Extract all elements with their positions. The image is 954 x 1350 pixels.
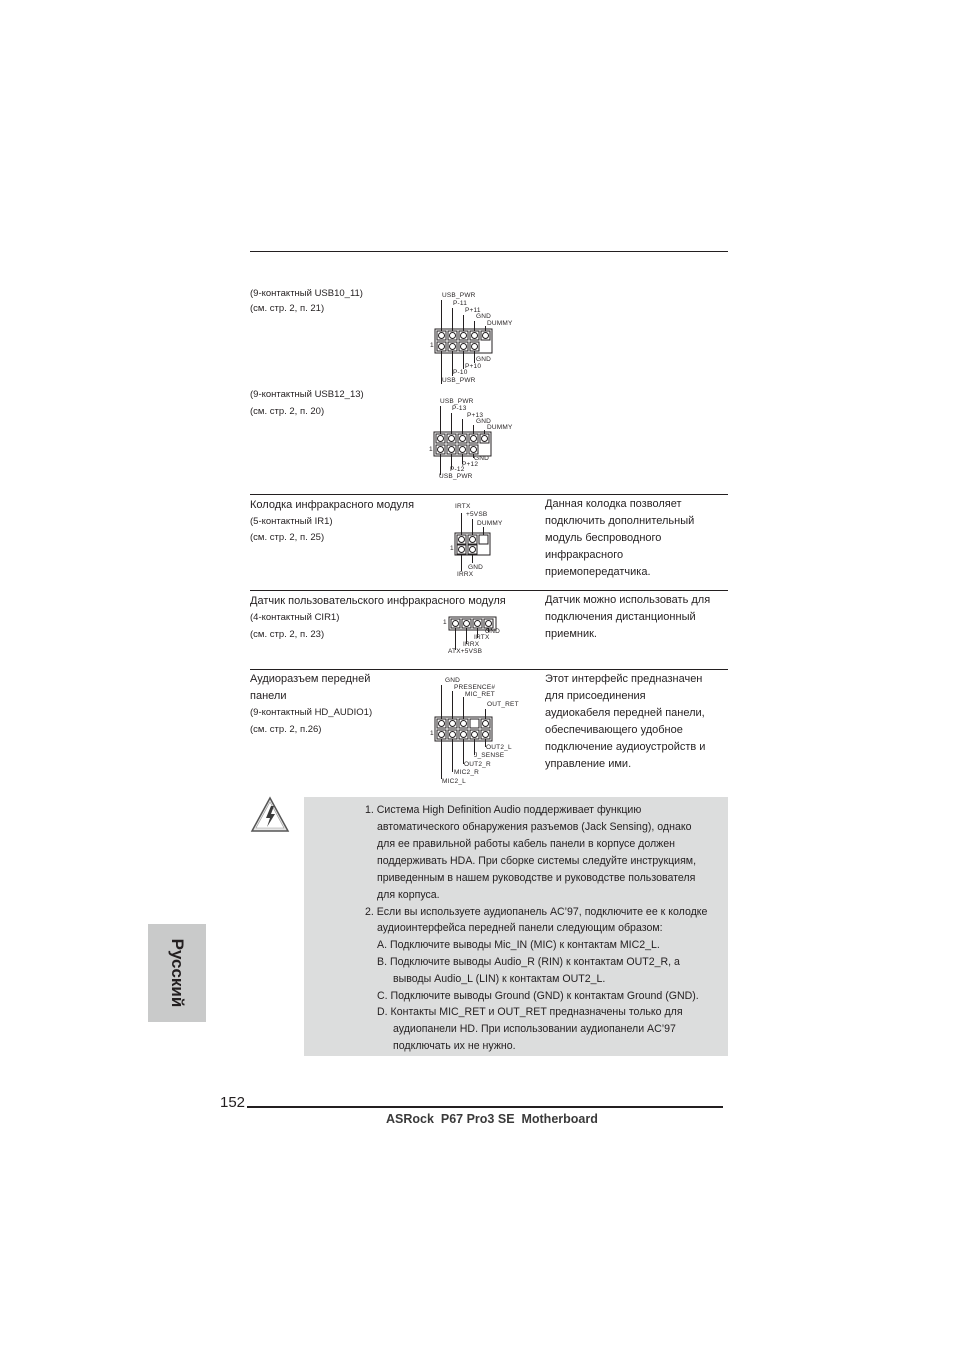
- warning-icon: [250, 796, 290, 834]
- ir-description: Данная колодка позволяет подключить дополнительный модуль беспроводного инфракрасного приемопередатчика.: [545, 498, 695, 578]
- ir-title: Колодка инфракрасного модуля: [250, 499, 415, 511]
- pin-label: P+11: [465, 307, 481, 314]
- pin-label: 1: [430, 730, 434, 737]
- pin-label: P-11: [453, 300, 468, 307]
- usb10-11-title: (9-контактный USB10_11): [250, 288, 363, 299]
- audio-title-line1: Аудиоразъем передней: [250, 673, 371, 685]
- audio-sub: (9-контактный HD_AUDIO1): [250, 707, 373, 718]
- audio-title-line2: панели: [250, 690, 287, 702]
- pin-label: IRTX: [455, 503, 471, 510]
- pin-label: 1: [450, 545, 454, 552]
- note-line: A. Подключите выводы Mic_IN (MIC) к контактам MIC2_L.: [377, 939, 660, 951]
- note-line: C. Подключите выводы Ground (GND) к контактам Ground (GND).: [377, 990, 699, 1002]
- audio-description: Этот интерфейс предназначен для присоединения аудиокабеля передней панели, обеспечивающего удобное подключение аудиоустройств и управление ими.: [545, 673, 706, 770]
- pin-label: 1: [430, 342, 434, 349]
- usb10-11-ref: (см. стр. 2, п. 21): [250, 303, 325, 314]
- pin-label: USB_PWR: [439, 473, 473, 480]
- pin-label: P-10: [453, 369, 468, 376]
- pin-label: PRESENCE#: [454, 684, 496, 691]
- pin-label: GND: [476, 356, 492, 363]
- pin-label: IRRX: [457, 571, 474, 578]
- pin-label: GND: [476, 313, 492, 320]
- pin-label: IRRX: [463, 641, 480, 648]
- language-side-tab-label: Русский: [168, 938, 187, 1008]
- cir-description: Датчик можно использовать для подключения дистанционный приемник.: [545, 594, 711, 640]
- pin-label: ATX+5VSB: [448, 648, 483, 655]
- language-side-tab: [148, 924, 206, 1022]
- pin-label: OUT_RET: [487, 701, 519, 708]
- usb12-13-ref: (см. стр. 2, п. 20): [250, 406, 325, 417]
- section-divider: [250, 669, 728, 670]
- note-line: приведенным в нашем руководстве и руководстве пользователя: [377, 872, 696, 884]
- note-line: поддерживать HDA. При сборке системы следуйте инструкциям,: [377, 855, 697, 867]
- top-rule: [250, 251, 728, 252]
- pin-label: P-12: [450, 466, 465, 473]
- pin-label: DUMMY: [487, 424, 513, 431]
- ir-ref: (см. стр. 2, п. 25): [250, 532, 325, 543]
- pin-label: GND: [474, 455, 490, 462]
- usb10-11-header-diagram: [425, 288, 535, 388]
- cir-title: Датчик пользовательского инфракрасного модуля: [250, 595, 506, 607]
- note-line: автоматического обнаружения разъемов (Jack Sensing), однако: [377, 821, 692, 833]
- pin-label: OUT2_R: [464, 761, 491, 768]
- pin-label: OUT2_L: [486, 744, 512, 751]
- pin-label: P+13: [467, 412, 484, 419]
- pin-label: USB_PWR: [442, 292, 476, 299]
- pin-label: 1: [429, 446, 433, 453]
- pin-label: P-13: [452, 405, 467, 412]
- note-line: B. Подключите выводы Audio_R (RIN) к контактам OUT2_R, а: [377, 956, 680, 968]
- pin-label: P+10: [465, 363, 482, 370]
- pin-label: MIC2_L: [442, 778, 466, 785]
- note-line: для корпуса.: [377, 889, 440, 901]
- section-divider: [250, 494, 728, 495]
- pin-label: DUMMY: [487, 320, 513, 327]
- footer-title: ASRock P67 Pro3 SE Motherboard: [386, 1112, 598, 1126]
- note-line: D. Контакты MIC_RET и OUT_RET предназначены только для: [377, 1006, 683, 1018]
- ir-sub: (5-контактный IR1): [250, 516, 333, 527]
- pin-label: GND: [468, 564, 484, 571]
- note-line: аудиопанели HD. При использовании аудиопанели AC’97: [393, 1023, 676, 1035]
- page-number: 152: [220, 1094, 246, 1111]
- pin-label: +5VSB: [466, 511, 488, 518]
- usb12-13-header-diagram: [425, 395, 535, 485]
- note-line: для ее правильной работы кабель панели в корпусе должен: [377, 838, 676, 850]
- note-line: 2. Если вы используете аудиопанель AC’97, подключите ее к колодке: [365, 906, 708, 918]
- pin-label: GND: [476, 418, 492, 425]
- note-line: аудиоинтерфейса передней панели следующим образом:: [377, 922, 663, 934]
- pin-label: USB_PWR: [442, 377, 476, 384]
- pin-label: P+12: [462, 461, 479, 468]
- footer-rule: [247, 1106, 723, 1108]
- pin-label: 1: [443, 619, 447, 626]
- pin-label: GND: [445, 677, 461, 684]
- pin-label: GND: [485, 628, 501, 635]
- note-line: 1. Система High Definition Audio поддерживает функцию: [365, 804, 642, 816]
- pin-label: USB_PWR: [440, 398, 474, 405]
- section-divider: [250, 590, 728, 591]
- cir-sub: (4-контактный CIR1): [250, 612, 340, 623]
- cir-ref: (см. стр. 2, п. 23): [250, 629, 325, 640]
- pin-label: J_SENSE: [474, 752, 505, 759]
- audio-ref: (см. стр. 2, п.26): [250, 724, 322, 735]
- note-line: подключать их не нужно.: [393, 1040, 516, 1052]
- pin-label: DUMMY: [477, 520, 503, 527]
- pin-label: IRTX: [474, 634, 490, 641]
- note-line: выводы Audio_L (LIN) к контактам OUT2_L.: [393, 973, 606, 985]
- usb12-13-title: (9-контактный USB12_13): [250, 389, 364, 400]
- pin-label: MIC_RET: [465, 691, 495, 698]
- pin-label: MIC2_R: [454, 769, 480, 776]
